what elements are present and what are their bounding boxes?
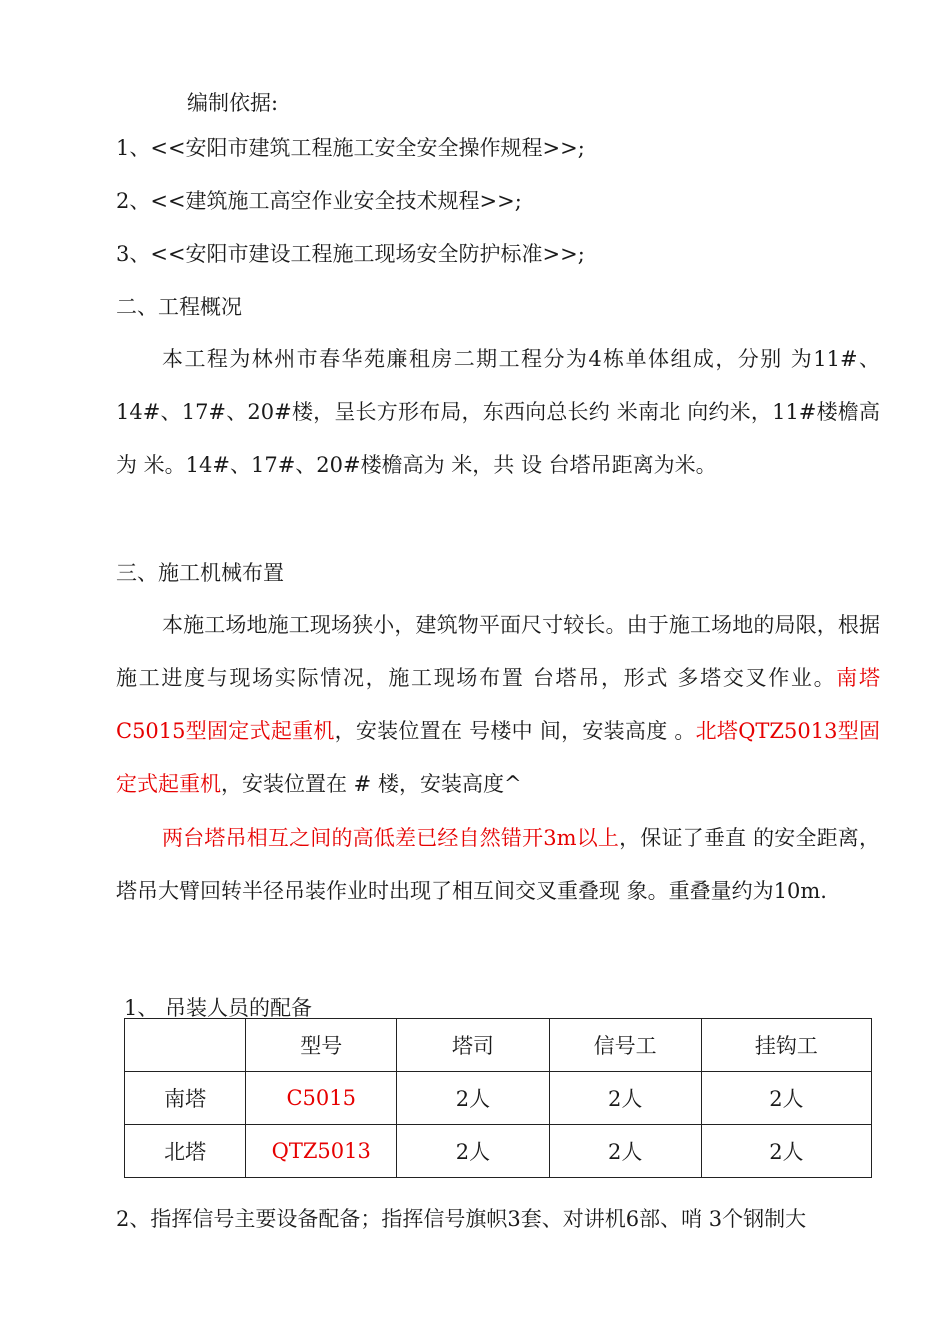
machinery-text-c: ，安装位置在 号楼中 间，安装高度 。 — [334, 719, 696, 743]
signaller-count-cell: 2人 — [549, 1125, 701, 1178]
hooker-count-cell: 2人 — [701, 1125, 871, 1178]
basis-title: 编制依据: — [187, 91, 279, 115]
signaller-count-cell: 2人 — [549, 1072, 701, 1125]
basis-item-2: 2、<<建筑施工高空作业安全技术规程>>; — [116, 189, 522, 213]
south-crane-highlight: 南塔C5015型固定式起重机 — [116, 666, 880, 743]
height-difference-text: ，保证了垂直 的安全距离，塔吊大臂回转半径吊装作业时出现了相互间交叉重叠现 象。重叠量约为10m. — [116, 826, 880, 903]
machinery-paragraph — [116, 599, 880, 811]
overview-paragraph: 本工程为林州市春华苑廉租房二期工程分为4栋单体组成，分别 为11#、14#、17#、20#楼，呈长方形布局，东西向总长约 米南北 向约米，11#楼檐高为 米。14#、17#、20#楼檐高为 米，共 设 台塔吊距离为米。 — [116, 347, 880, 477]
table-row — [125, 1125, 872, 1178]
table-header-row — [125, 1019, 872, 1072]
basis-item-3: 3、<<安阳市建设工程施工现场安全防护标准>>; — [116, 242, 585, 266]
table-header-cell: 型号 — [246, 1019, 397, 1072]
operator-count-cell: 2人 — [397, 1125, 549, 1178]
height-difference-highlight: 两台塔吊相互之间的高低差已经自然错开3m以上 — [162, 826, 620, 850]
table-header-cell: 信号工 — [549, 1019, 701, 1072]
basis-item-1: 1、<<安阳市建筑工程施工安全安全操作规程>>; — [116, 136, 585, 160]
section-heading-overview: 二、工程概况 — [116, 295, 242, 319]
crane-name-cell: 北塔 — [125, 1125, 246, 1178]
crane-model-cell: QTZ5013 — [246, 1125, 397, 1178]
hooker-count-cell: 2人 — [701, 1072, 871, 1125]
staffing-caption: 1、 吊装人员的配备 — [124, 996, 313, 1020]
machinery-text-a: 本施工场地施工现场狭小，建筑物平面尺寸较长。由于施工场地的局限，根据施工进度与现场实际情况，施工现场布置 台塔吊，形式 多塔交叉作业。 — [116, 613, 880, 690]
table-header-cell: 挂钩工 — [701, 1019, 871, 1072]
section-heading-machinery: 三、施工机械布置 — [116, 561, 284, 585]
height-difference-paragraph — [116, 812, 880, 918]
machinery-text-e: ，安装位置在 # 楼，安装高度^ — [221, 772, 522, 796]
north-crane-highlight: 北塔QTZ5013型固定式起重机 — [116, 719, 880, 796]
crane-model-cell: C5015 — [246, 1072, 397, 1125]
equipment-line: 2、指挥信号主要设备配备；指挥信号旗帜3套、对讲机6部、哨 3个钢制大 — [116, 1207, 807, 1231]
operator-count-cell: 2人 — [397, 1072, 549, 1125]
staffing-table — [124, 1018, 872, 1178]
crane-name-cell: 南塔 — [125, 1072, 246, 1125]
table-row — [125, 1072, 872, 1125]
table-header-cell — [125, 1019, 246, 1072]
table-header-cell: 塔司 — [397, 1019, 549, 1072]
